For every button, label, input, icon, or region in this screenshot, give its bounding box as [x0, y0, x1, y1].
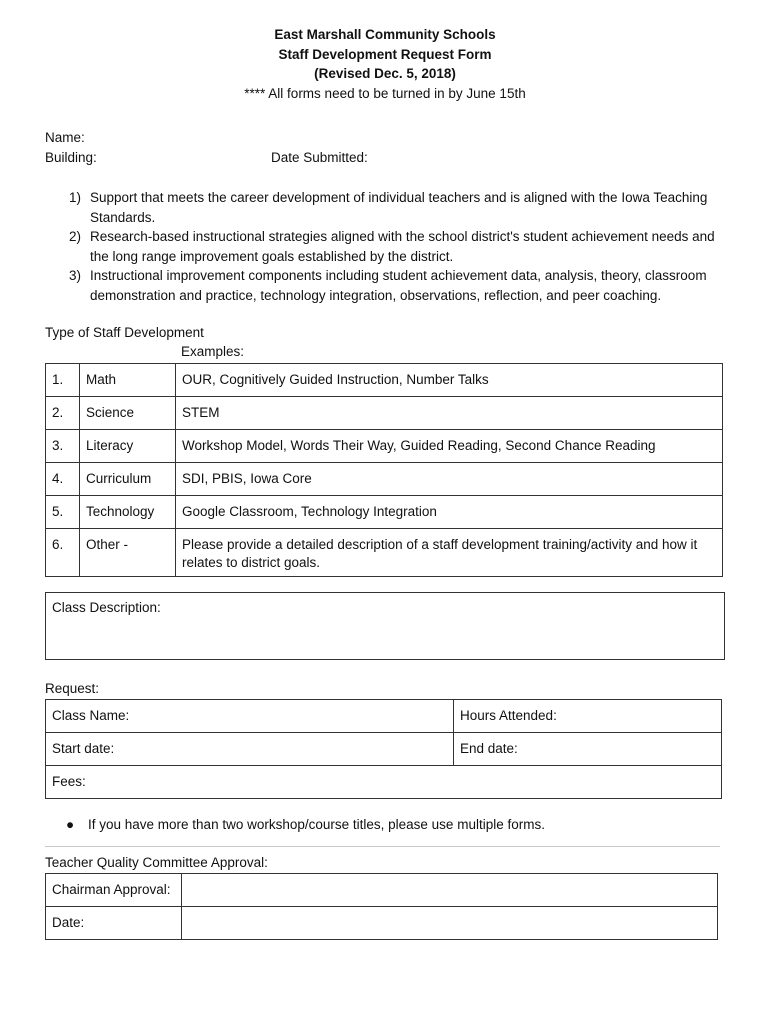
approval-date-label: Date: [46, 907, 182, 940]
table-row: 1. Math OUR, Cognitively Guided Instruction, Number Talks [46, 364, 723, 397]
table-row [46, 874, 718, 907]
revision-date: (Revised Dec. 5, 2018) [314, 66, 456, 81]
class-description-label: Class Description: [52, 600, 161, 615]
class-description-field[interactable] [45, 592, 725, 660]
table-row: 4. Curriculum SDI, PBIS, Iowa Core [46, 463, 723, 496]
request-title: Request: [45, 681, 100, 696]
request-table [45, 699, 722, 799]
table-row [46, 700, 722, 733]
multiple-forms-note [66, 815, 545, 834]
table-row: 3. Literacy Workshop Model, Words Their Way, Guided Reading, Second Chance Reading [46, 430, 723, 463]
fees-field[interactable]: Fees: [46, 766, 722, 799]
bullet-icon: ● [66, 817, 75, 832]
approval-date-field[interactable] [182, 907, 718, 940]
end-date-field[interactable]: End date: [454, 733, 722, 766]
list-item: 2) Research-based instructional strategies aligned with the school district's student achievement needs and the long range improvement goals established by the district. [68, 229, 715, 264]
table-row [46, 733, 722, 766]
approval-table [45, 873, 718, 940]
deadline-notice: **** All forms need to be turned in by June 15th [244, 85, 526, 101]
table-row: 2. Science STEM [46, 397, 723, 430]
class-name-field[interactable]: Class Name: [46, 700, 454, 733]
table-row: 6. Other - Please provide a detailed description of a staff development training/activity and how it relates to district goals. [46, 529, 723, 577]
chairman-approval-field[interactable] [182, 874, 718, 907]
examples-label: Examples: [181, 344, 245, 359]
table-row: 5. Technology Google Classroom, Technology Integration [46, 496, 723, 529]
chairman-approval-label: Chairman Approval: [46, 874, 182, 907]
development-table [45, 363, 723, 577]
start-date-field[interactable]: Start date: [46, 733, 454, 766]
approval-title: Teacher Quality Committee Approval: [45, 855, 268, 870]
form-header [0, 25, 770, 103]
table-row [46, 907, 718, 940]
list-item: 1) Support that meets the career development of individual teachers and is aligned with the Iowa Teaching Standards. [68, 190, 708, 225]
list-item: 3) Instructional improvement components including student achievement data, analysis, theory, classroom demonstration and practice, technology integration, observations, reflection, and peer coaching. [68, 268, 707, 303]
note-text: If you have more than two workshop/course titles, please use multiple forms. [88, 817, 545, 832]
hours-attended-field[interactable]: Hours Attended: [454, 700, 722, 733]
form-title: Staff Development Request Form [278, 46, 492, 62]
date-submitted-label: Date Submitted: [271, 150, 368, 165]
requirements-list [45, 188, 735, 305]
school-name: East Marshall Community Schools [274, 27, 496, 42]
divider [45, 846, 720, 847]
building-label: Building: [45, 150, 97, 165]
table-row [46, 766, 722, 799]
development-title: Type of Staff Development [45, 325, 204, 340]
name-label: Name: [45, 130, 85, 145]
